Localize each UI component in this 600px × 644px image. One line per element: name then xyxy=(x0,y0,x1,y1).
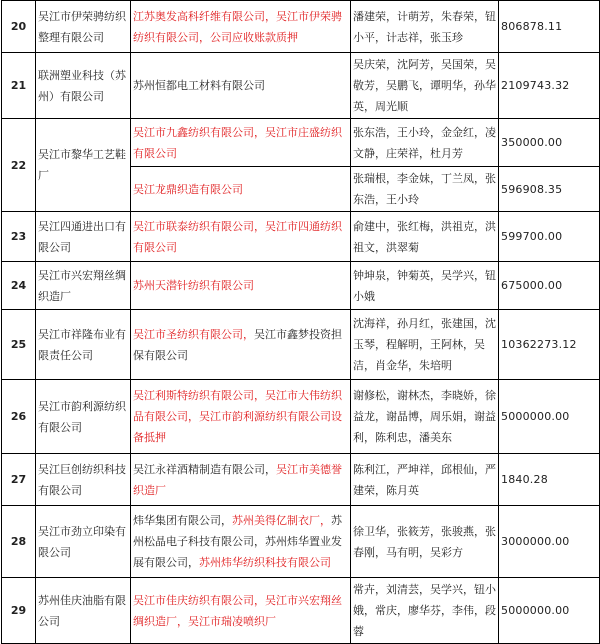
guarantor-persons: 张东浩，王小玲，金金红，凌文静，庄荣祥，杜月芳 xyxy=(351,119,499,167)
amount: 3000000.00 xyxy=(499,506,600,578)
row-number: 23 xyxy=(2,212,36,262)
debtor-name: 吴江市韵利源纺织有限公司 xyxy=(36,380,131,454)
guarantor-red-2: 苏州炜华纺织科技有限公司 xyxy=(199,556,331,569)
guarantor-red-2: 吴江市四通纺织有限公司 xyxy=(133,219,342,254)
table-row xyxy=(2,262,600,310)
table-row xyxy=(2,119,600,167)
row-number: 29 xyxy=(2,578,36,644)
guarantor-companies xyxy=(131,212,351,262)
guarantor-black: 苏州恒都电工材料有限公司 xyxy=(133,79,265,92)
guarantor-companies xyxy=(131,119,351,167)
guarantor-companies xyxy=(131,454,351,506)
amount: 599700.00 xyxy=(499,212,600,262)
guarantor-red-2: 吴江市伊荣骋纺织有限公司，公司应收账款质押 xyxy=(133,9,342,44)
guarantor-red-1: 吴江市佳庆纺织有限公司， xyxy=(133,593,265,607)
guarantor-persons: 吴庆荣，沈阿芳，吴国荣，吴敬芳，吴鹏飞，谭明华，孙华英，周光顺 xyxy=(351,53,499,119)
table-row xyxy=(2,310,600,380)
row-number: 22 xyxy=(2,119,36,212)
guarantor-persons: 陈利江，严坤祥，邱根仙，严建荣，陈月英 xyxy=(351,454,499,506)
amount: 5000000.00 xyxy=(499,578,600,644)
amount: 675000.00 xyxy=(499,262,600,310)
guarantor-companies xyxy=(131,578,351,644)
guarantor-persons: 常卉，刘清芸，吴学兴，钮小娥，常庆，廖华芬，李伟，段蓉 xyxy=(351,578,499,644)
debtor-name: 联洲塑业科技（苏州）有限公司 xyxy=(36,53,131,119)
guarantor-black: 吴江市鑫梦投资担保有限公司 xyxy=(133,327,342,362)
row-number: 21 xyxy=(2,53,36,119)
guarantor-red-1: 吴江利斯特纺织有限公司， xyxy=(133,389,265,402)
guarantor-companies xyxy=(131,310,351,380)
guarantor-persons: 钟坤泉，钟菊英，吴学兴，钮小娥 xyxy=(351,262,499,310)
guarantor-persons: 沈海祥，孙月红，张建国，沈玉琴，程解明，王阿林，吴洁，肖金华，朱培明 xyxy=(351,310,499,380)
debtor-name: 吴江市祥隆布业有限责任公司 xyxy=(36,310,131,380)
table-row xyxy=(2,380,600,454)
row-number: 20 xyxy=(2,1,36,53)
amount: 596908.35 xyxy=(499,167,600,212)
guarantor-persons: 潘建荣，计萌芳，朱春荣，钮小平，计志祥，张玉珍 xyxy=(351,1,499,53)
row-number: 27 xyxy=(2,454,36,506)
guarantee-table xyxy=(1,0,600,644)
row-number: 24 xyxy=(2,262,36,310)
amount: 5000000.00 xyxy=(499,380,600,454)
guarantor-persons: 张瑞根，李金妹，丁兰凤，张东浩，王小玲 xyxy=(351,167,499,212)
debtor-name: 吴江市黎华工艺鞋厂 xyxy=(36,119,131,212)
guarantor-red-1: 江苏奥发高科纤维有限公司， xyxy=(133,9,276,23)
debtor-name: 吴江市劲立印染有限公司 xyxy=(36,506,131,578)
guarantor-red-2: 吴江市美德誉织造厂 xyxy=(133,462,342,497)
row-number: 28 xyxy=(2,506,36,578)
table-row xyxy=(2,1,600,53)
table-row xyxy=(2,578,600,644)
guarantor-black: 吴江永祥酒精制造有限公司， xyxy=(133,462,276,476)
guarantor-companies xyxy=(131,262,351,310)
debtor-name: 吴江四通进出口有限公司 xyxy=(36,212,131,262)
table-row xyxy=(2,212,600,262)
guarantor-black: 炜华集团有限公司， xyxy=(133,514,232,527)
amount: 350000.00 xyxy=(499,119,600,167)
guarantor-red-1: 苏州天潜针纺织有限公司 xyxy=(133,279,254,292)
guarantor-red-2: 吴江市大伟纺织品有限公司，吴江市韵利源纺织有限公司设备抵押 xyxy=(133,389,342,444)
guarantor-persons: 徐卫华，张筱芳，张骏燕，张春刚，马有明，吴彩方 xyxy=(351,506,499,578)
guarantor-red-1: 吴江市圣纺织有限公司， xyxy=(133,327,254,341)
debtor-name: 吴江市伊荣骋纺织整理有限公司 xyxy=(36,1,131,53)
amount: 10362273.12 xyxy=(499,310,600,380)
guarantor-red-1: 吴江龙鼎织造有限公司 xyxy=(133,182,243,196)
debtor-name: 吴江巨创纺织科技有限公司 xyxy=(36,454,131,506)
guarantor-companies xyxy=(131,53,351,119)
guarantor-red-1: 吴江市联泰纺织有限公司， xyxy=(133,219,265,233)
guarantor-persons: 俞建中，张红梅，洪祖克，洪祖文，洪翠菊 xyxy=(351,212,499,262)
guarantor-red-1: 苏州美得亿制衣厂， xyxy=(232,514,331,527)
table-row xyxy=(2,506,600,578)
debtor-name: 苏州佳庆油脂有限公司 xyxy=(36,578,131,644)
guarantor-black-2: 苏州松晶电子科技有限公司，苏州炜华置业发展有限公司， xyxy=(133,514,342,569)
row-number: 25 xyxy=(2,310,36,380)
amount: 1840.28 xyxy=(499,454,600,506)
debtor-name: 吴江市兴宏翔丝绸织造厂 xyxy=(36,262,131,310)
guarantor-persons: 谢修松，谢林杰，李晓娇，徐益龙，谢晶博，周乐娟，谢益利，陈利忠，潘美东 xyxy=(351,380,499,454)
guarantor-red-1: 吴江市九鑫纺织有限公司， xyxy=(133,125,265,139)
amount: 2109743.32 xyxy=(499,53,600,119)
table-row xyxy=(2,454,600,506)
amount: 806878.11 xyxy=(499,1,600,53)
table-row xyxy=(2,53,600,119)
guarantor-companies xyxy=(131,506,351,578)
guarantor-companies xyxy=(131,1,351,53)
guarantor-red-2: 吴江市庄盛纺织有限公司 xyxy=(133,125,342,160)
guarantor-companies xyxy=(131,380,351,454)
guarantor-companies xyxy=(131,167,351,212)
row-number: 26 xyxy=(2,380,36,454)
guarantor-red-2: 吴江市兴宏翔丝绸织造厂，吴江市瑞凌喷织厂 xyxy=(133,593,342,628)
